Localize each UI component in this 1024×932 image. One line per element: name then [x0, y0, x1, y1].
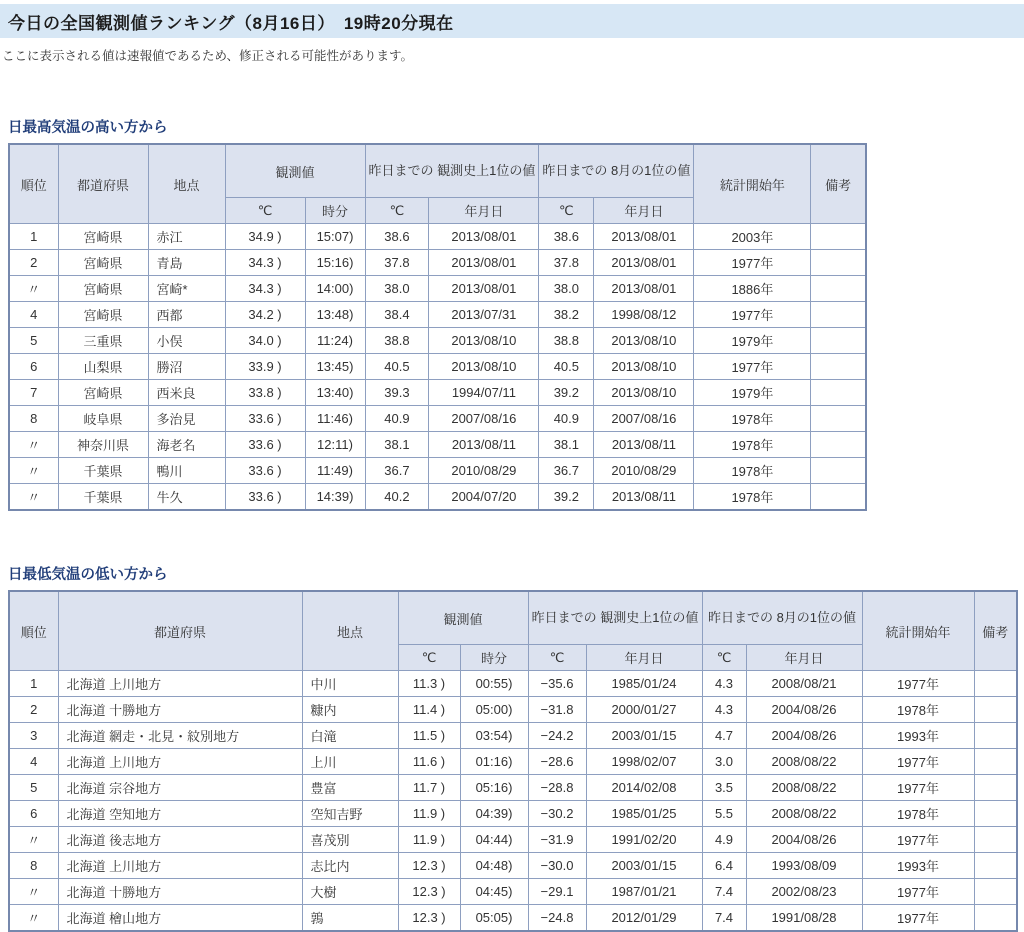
cell-record-all-date: 2004/07/20: [429, 484, 539, 511]
cell-value: 11.9 ): [398, 801, 460, 827]
cell-station: 赤江: [148, 224, 225, 250]
cell-record-all-c: −24.8: [528, 905, 586, 932]
cell-remarks: [974, 697, 1017, 723]
cell-prefecture: 北海道 檜山地方: [58, 905, 302, 932]
cell-record-aug-c: 40.5: [539, 354, 594, 380]
cell-prefecture: 北海道 後志地方: [58, 827, 302, 853]
cell-record-all-date: 2003/01/15: [586, 853, 702, 879]
cell-record-aug-c: 7.4: [702, 879, 746, 905]
cell-rank: 〃: [9, 276, 58, 302]
cell-stat-start: 1886年: [694, 276, 811, 302]
header-row-main: [9, 591, 1017, 645]
cell-stat-start: 1978年: [862, 801, 974, 827]
cell-record-all-date: 2010/08/29: [429, 458, 539, 484]
cell-rank: 1: [9, 671, 58, 697]
cell-record-aug-date: 2013/08/01: [594, 276, 694, 302]
subheader-date: 年月日: [586, 645, 702, 671]
cell-record-aug-date: 1991/08/28: [746, 905, 862, 932]
cell-station: 上川: [302, 749, 398, 775]
cell-remarks: [974, 827, 1017, 853]
cell-station: 白滝: [302, 723, 398, 749]
cell-value: 11.9 ): [398, 827, 460, 853]
cell-time: 03:54): [460, 723, 528, 749]
cell-station: 多治見: [148, 406, 225, 432]
cell-record-all-date: 1985/01/24: [586, 671, 702, 697]
cell-remarks: [974, 749, 1017, 775]
cell-value: 33.6 ): [225, 432, 305, 458]
cell-remarks: [811, 458, 866, 484]
cell-record-aug-c: 5.5: [702, 801, 746, 827]
cell-record-aug-date: 2010/08/29: [594, 458, 694, 484]
cell-value: 11.4 ): [398, 697, 460, 723]
cell-prefecture: 神奈川県: [58, 432, 148, 458]
cell-prefecture: 宮崎県: [58, 302, 148, 328]
cell-record-all-c: −28.6: [528, 749, 586, 775]
cell-record-aug-date: 2008/08/22: [746, 749, 862, 775]
cell-time: 04:39): [460, 801, 528, 827]
cell-record-all-date: 2013/08/01: [429, 276, 539, 302]
cell-time: 13:40): [305, 380, 365, 406]
table-row: [9, 775, 1017, 801]
page-title-bar: [0, 4, 1024, 38]
cell-record-all-c: 37.8: [365, 250, 429, 276]
cell-prefecture: 北海道 上川地方: [58, 853, 302, 879]
cell-record-aug-c: 39.2: [539, 484, 594, 511]
cell-value: 11.6 ): [398, 749, 460, 775]
cell-station: 豊富: [302, 775, 398, 801]
cell-record-all-c: 40.2: [365, 484, 429, 511]
cell-record-aug-date: 2013/08/11: [594, 432, 694, 458]
table-row: [9, 801, 1017, 827]
cell-value: 33.6 ): [225, 406, 305, 432]
cell-time: 04:45): [460, 879, 528, 905]
cell-record-all-c: 40.5: [365, 354, 429, 380]
cell-record-aug-c: 4.9: [702, 827, 746, 853]
cell-record-all-date: 2013/08/01: [429, 224, 539, 250]
cell-rank: 6: [9, 801, 58, 827]
cell-prefecture: 宮崎県: [58, 224, 148, 250]
cell-record-all-date: 2007/08/16: [429, 406, 539, 432]
cell-station: 小俣: [148, 328, 225, 354]
cell-time: 14:39): [305, 484, 365, 511]
cell-time: 14:00): [305, 276, 365, 302]
cell-record-aug-date: 2013/08/10: [594, 328, 694, 354]
cell-remarks: [974, 879, 1017, 905]
cell-record-aug-date: 2008/08/22: [746, 801, 862, 827]
disclaimer-note: ここに表示される値は速報値であるため、修正される可能性があります。: [2, 49, 414, 63]
cell-time: 00:55): [460, 671, 528, 697]
cell-prefecture: 宮崎県: [58, 276, 148, 302]
subheader-celsius: ℃: [365, 198, 429, 224]
cell-prefecture: 三重県: [58, 328, 148, 354]
cell-stat-start: 2003年: [694, 224, 811, 250]
col-header-station: 地点: [148, 144, 225, 224]
cell-rank: 〃: [9, 484, 58, 511]
cell-station: 大樹: [302, 879, 398, 905]
cell-record-aug-date: 2008/08/22: [746, 775, 862, 801]
cell-time: 01:16): [460, 749, 528, 775]
cell-record-aug-c: 4.7: [702, 723, 746, 749]
cell-rank: 4: [9, 749, 58, 775]
cell-remarks: [974, 801, 1017, 827]
cell-remarks: [811, 380, 866, 406]
cell-rank: 〃: [9, 879, 58, 905]
subheader-celsius: ℃: [528, 645, 586, 671]
subheader-date: 年月日: [746, 645, 862, 671]
cell-remarks: [811, 276, 866, 302]
cell-record-aug-date: 2007/08/16: [594, 406, 694, 432]
cell-record-aug-c: 36.7: [539, 458, 594, 484]
cell-time: 05:00): [460, 697, 528, 723]
cell-stat-start: 1993年: [862, 853, 974, 879]
cell-value: 11.7 ): [398, 775, 460, 801]
cell-record-aug-c: 6.4: [702, 853, 746, 879]
cell-station: 海老名: [148, 432, 225, 458]
col-header-station: 地点: [302, 591, 398, 671]
table-row: [9, 224, 866, 250]
section-heading-min-temp: 日最低気温の低い方から: [8, 567, 168, 583]
cell-remarks: [811, 484, 866, 511]
cell-record-aug-c: 4.3: [702, 697, 746, 723]
cell-record-all-date: 2014/02/08: [586, 775, 702, 801]
cell-time: 15:16): [305, 250, 365, 276]
subheader-celsius: ℃: [398, 645, 460, 671]
col-header-rank: 順位: [9, 144, 58, 224]
cell-record-all-date: 2013/08/10: [429, 354, 539, 380]
table-row: [9, 879, 1017, 905]
cell-remarks: [811, 302, 866, 328]
cell-value: 11.3 ): [398, 671, 460, 697]
cell-prefecture: 千葉県: [58, 458, 148, 484]
cell-value: 34.3 ): [225, 250, 305, 276]
cell-prefecture: 宮崎県: [58, 250, 148, 276]
cell-prefecture: 岐阜県: [58, 406, 148, 432]
section-daily-max-temp: [0, 116, 1024, 511]
cell-record-all-date: 1985/01/25: [586, 801, 702, 827]
min-temp-table-body: [9, 671, 1017, 932]
cell-record-all-c: −35.6: [528, 671, 586, 697]
col-header-rank: 順位: [9, 591, 58, 671]
cell-record-aug-date: 1998/08/12: [594, 302, 694, 328]
cell-record-aug-date: 2013/08/01: [594, 224, 694, 250]
cell-record-aug-c: 38.1: [539, 432, 594, 458]
cell-record-all-date: 1994/07/11: [429, 380, 539, 406]
table-row: [9, 302, 866, 328]
cell-value: 34.2 ): [225, 302, 305, 328]
col-header-prefecture: 都道府県: [58, 591, 302, 671]
cell-record-aug-date: 2008/08/21: [746, 671, 862, 697]
cell-record-all-c: −29.1: [528, 879, 586, 905]
col-header-record-all: 昨日までの 観測史上1位の値: [528, 591, 702, 645]
cell-station: 空知吉野: [302, 801, 398, 827]
section-heading-max-temp: 日最高気温の高い方から: [8, 120, 168, 136]
cell-stat-start: 1979年: [694, 328, 811, 354]
table-row: [9, 458, 866, 484]
cell-rank: 1: [9, 224, 58, 250]
cell-stat-start: 1978年: [694, 484, 811, 511]
cell-rank: 7: [9, 380, 58, 406]
cell-time: 12:11): [305, 432, 365, 458]
cell-stat-start: 1977年: [862, 775, 974, 801]
cell-record-all-c: 38.0: [365, 276, 429, 302]
cell-record-aug-c: 7.4: [702, 905, 746, 932]
cell-remarks: [974, 671, 1017, 697]
cell-rank: 4: [9, 302, 58, 328]
cell-station: 青島: [148, 250, 225, 276]
max-temp-table-header: [9, 144, 866, 224]
cell-record-aug-c: 40.9: [539, 406, 594, 432]
cell-time: 11:46): [305, 406, 365, 432]
table-row: [9, 484, 866, 511]
cell-record-aug-date: 2013/08/01: [594, 250, 694, 276]
cell-prefecture: 千葉県: [58, 484, 148, 511]
cell-station: 西都: [148, 302, 225, 328]
cell-prefecture: 北海道 十勝地方: [58, 697, 302, 723]
cell-record-aug-date: 2004/08/26: [746, 723, 862, 749]
col-header-prefecture: 都道府県: [58, 144, 148, 224]
cell-remarks: [811, 328, 866, 354]
cell-record-aug-c: 38.2: [539, 302, 594, 328]
cell-station: 牛久: [148, 484, 225, 511]
cell-remarks: [974, 905, 1017, 932]
cell-station: 勝沼: [148, 354, 225, 380]
cell-value: 12.3 ): [398, 905, 460, 932]
cell-record-all-c: −30.0: [528, 853, 586, 879]
table-row: [9, 380, 866, 406]
table-row: [9, 905, 1017, 932]
cell-record-all-c: −31.9: [528, 827, 586, 853]
cell-prefecture: 山梨県: [58, 354, 148, 380]
cell-remarks: [811, 354, 866, 380]
cell-stat-start: 1977年: [694, 250, 811, 276]
subheader-celsius: ℃: [539, 198, 594, 224]
cell-prefecture: 北海道 網走・北見・紋別地方: [58, 723, 302, 749]
cell-stat-start: 1978年: [694, 458, 811, 484]
cell-prefecture: 北海道 上川地方: [58, 671, 302, 697]
min-temp-table-header: [9, 591, 1017, 671]
cell-prefecture: 宮崎県: [58, 380, 148, 406]
cell-rank: 2: [9, 250, 58, 276]
cell-time: 11:24): [305, 328, 365, 354]
cell-value: 12.3 ): [398, 879, 460, 905]
cell-record-all-date: 2013/07/31: [429, 302, 539, 328]
col-header-stat-start-year: 統計開始年: [862, 591, 974, 671]
table-row: [9, 354, 866, 380]
cell-record-all-c: 38.6: [365, 224, 429, 250]
cell-stat-start: 1993年: [862, 723, 974, 749]
cell-time: 05:05): [460, 905, 528, 932]
table-row: [9, 749, 1017, 775]
subheader-time: 時分: [305, 198, 365, 224]
cell-record-aug-date: 1993/08/09: [746, 853, 862, 879]
cell-prefecture: 北海道 十勝地方: [58, 879, 302, 905]
cell-station: 志比内: [302, 853, 398, 879]
cell-record-all-c: 36.7: [365, 458, 429, 484]
cell-remarks: [811, 406, 866, 432]
cell-time: 13:48): [305, 302, 365, 328]
cell-record-aug-c: 38.0: [539, 276, 594, 302]
cell-value: 33.9 ): [225, 354, 305, 380]
col-header-record-aug: 昨日までの 8月の1位の値: [702, 591, 862, 645]
min-temp-table: [8, 590, 1018, 932]
cell-time: 13:45): [305, 354, 365, 380]
cell-record-all-date: 2003/01/15: [586, 723, 702, 749]
cell-value: 11.5 ): [398, 723, 460, 749]
col-header-remarks: 備考: [811, 144, 866, 224]
cell-record-all-c: 40.9: [365, 406, 429, 432]
cell-value: 34.0 ): [225, 328, 305, 354]
cell-rank: 〃: [9, 827, 58, 853]
cell-remarks: [811, 250, 866, 276]
table-row: [9, 853, 1017, 879]
cell-stat-start: 1977年: [862, 905, 974, 932]
cell-stat-start: 1979年: [694, 380, 811, 406]
cell-value: 33.6 ): [225, 484, 305, 511]
subheader-date: 年月日: [594, 198, 694, 224]
cell-record-all-c: −28.8: [528, 775, 586, 801]
cell-record-all-c: −30.2: [528, 801, 586, 827]
cell-time: 04:48): [460, 853, 528, 879]
cell-prefecture: 北海道 宗谷地方: [58, 775, 302, 801]
cell-rank: 8: [9, 406, 58, 432]
table-row: [9, 723, 1017, 749]
cell-record-aug-c: 38.6: [539, 224, 594, 250]
table-row: [9, 328, 866, 354]
cell-record-all-date: 1987/01/21: [586, 879, 702, 905]
cell-stat-start: 1977年: [862, 879, 974, 905]
subheader-time: 時分: [460, 645, 528, 671]
cell-record-all-date: 2012/01/29: [586, 905, 702, 932]
table-row: [9, 406, 866, 432]
cell-rank: 2: [9, 697, 58, 723]
cell-remarks: [974, 775, 1017, 801]
cell-rank: 5: [9, 775, 58, 801]
cell-record-all-c: 38.1: [365, 432, 429, 458]
cell-record-all-c: 38.4: [365, 302, 429, 328]
cell-record-aug-date: 2004/08/26: [746, 827, 862, 853]
cell-record-all-c: 38.8: [365, 328, 429, 354]
cell-value: 33.6 ): [225, 458, 305, 484]
cell-prefecture: 北海道 上川地方: [58, 749, 302, 775]
max-temp-table-body: [9, 224, 866, 511]
table-row: [9, 827, 1017, 853]
cell-record-all-date: 2013/08/01: [429, 250, 539, 276]
max-temp-table: [8, 143, 867, 511]
cell-record-all-date: 2013/08/11: [429, 432, 539, 458]
subheader-celsius: ℃: [225, 198, 305, 224]
col-header-observed: 観測値: [398, 591, 528, 645]
cell-record-aug-c: 4.3: [702, 671, 746, 697]
cell-stat-start: 1977年: [862, 671, 974, 697]
cell-record-aug-date: 2013/08/11: [594, 484, 694, 511]
cell-stat-start: 1977年: [694, 354, 811, 380]
table-row: [9, 671, 1017, 697]
cell-station: 喜茂別: [302, 827, 398, 853]
cell-value: 33.8 ): [225, 380, 305, 406]
table-row: [9, 432, 866, 458]
cell-record-all-c: 39.3: [365, 380, 429, 406]
cell-remarks: [974, 723, 1017, 749]
header-row-main: [9, 144, 866, 198]
section-daily-min-temp: [0, 563, 1024, 932]
cell-station: 糠内: [302, 697, 398, 723]
col-header-stat-start-year: 統計開始年: [694, 144, 811, 224]
cell-rank: 8: [9, 853, 58, 879]
cell-time: 15:07): [305, 224, 365, 250]
subheader-date: 年月日: [429, 198, 539, 224]
table-row: [9, 250, 866, 276]
cell-stat-start: 1977年: [862, 749, 974, 775]
cell-stat-start: 1978年: [694, 432, 811, 458]
cell-stat-start: 1977年: [862, 827, 974, 853]
cell-record-aug-c: 38.8: [539, 328, 594, 354]
table-row: [9, 697, 1017, 723]
col-header-remarks: 備考: [974, 591, 1017, 671]
cell-time: 05:16): [460, 775, 528, 801]
cell-remarks: [974, 853, 1017, 879]
table-row: [9, 276, 866, 302]
cell-time: 11:49): [305, 458, 365, 484]
cell-station: 中川: [302, 671, 398, 697]
cell-station: 西米良: [148, 380, 225, 406]
cell-rank: 3: [9, 723, 58, 749]
cell-stat-start: 1978年: [694, 406, 811, 432]
cell-remarks: [811, 224, 866, 250]
cell-rank: 〃: [9, 458, 58, 484]
col-header-record-all: 昨日までの 観測史上1位の値: [365, 144, 539, 198]
cell-record-all-date: 2000/01/27: [586, 697, 702, 723]
cell-station: 宮崎*: [148, 276, 225, 302]
cell-record-all-date: 1991/02/20: [586, 827, 702, 853]
cell-stat-start: 1978年: [862, 697, 974, 723]
cell-record-aug-c: 3.0: [702, 749, 746, 775]
cell-rank: 5: [9, 328, 58, 354]
cell-rank: 6: [9, 354, 58, 380]
cell-record-aug-date: 2004/08/26: [746, 697, 862, 723]
cell-record-all-date: 1998/02/07: [586, 749, 702, 775]
page-title: 今日の全国観測値ランキング（8月16日） 19時20分現在: [8, 14, 454, 33]
subheader-celsius: ℃: [702, 645, 746, 671]
cell-station: 鶉: [302, 905, 398, 932]
col-header-record-aug: 昨日までの 8月の1位の値: [539, 144, 694, 198]
cell-time: 04:44): [460, 827, 528, 853]
cell-record-aug-date: 2002/08/23: [746, 879, 862, 905]
cell-value: 34.9 ): [225, 224, 305, 250]
cell-record-aug-c: 37.8: [539, 250, 594, 276]
cell-stat-start: 1977年: [694, 302, 811, 328]
cell-record-aug-c: 39.2: [539, 380, 594, 406]
cell-rank: 〃: [9, 432, 58, 458]
cell-prefecture: 北海道 空知地方: [58, 801, 302, 827]
cell-value: 12.3 ): [398, 853, 460, 879]
cell-record-aug-date: 2013/08/10: [594, 380, 694, 406]
cell-rank: 〃: [9, 905, 58, 932]
cell-record-aug-date: 2013/08/10: [594, 354, 694, 380]
cell-remarks: [811, 432, 866, 458]
cell-record-aug-c: 3.5: [702, 775, 746, 801]
cell-record-all-c: −31.8: [528, 697, 586, 723]
cell-record-all-c: −24.2: [528, 723, 586, 749]
cell-station: 鴨川: [148, 458, 225, 484]
col-header-observed: 観測値: [225, 144, 365, 198]
cell-value: 34.3 ): [225, 276, 305, 302]
cell-record-all-date: 2013/08/10: [429, 328, 539, 354]
